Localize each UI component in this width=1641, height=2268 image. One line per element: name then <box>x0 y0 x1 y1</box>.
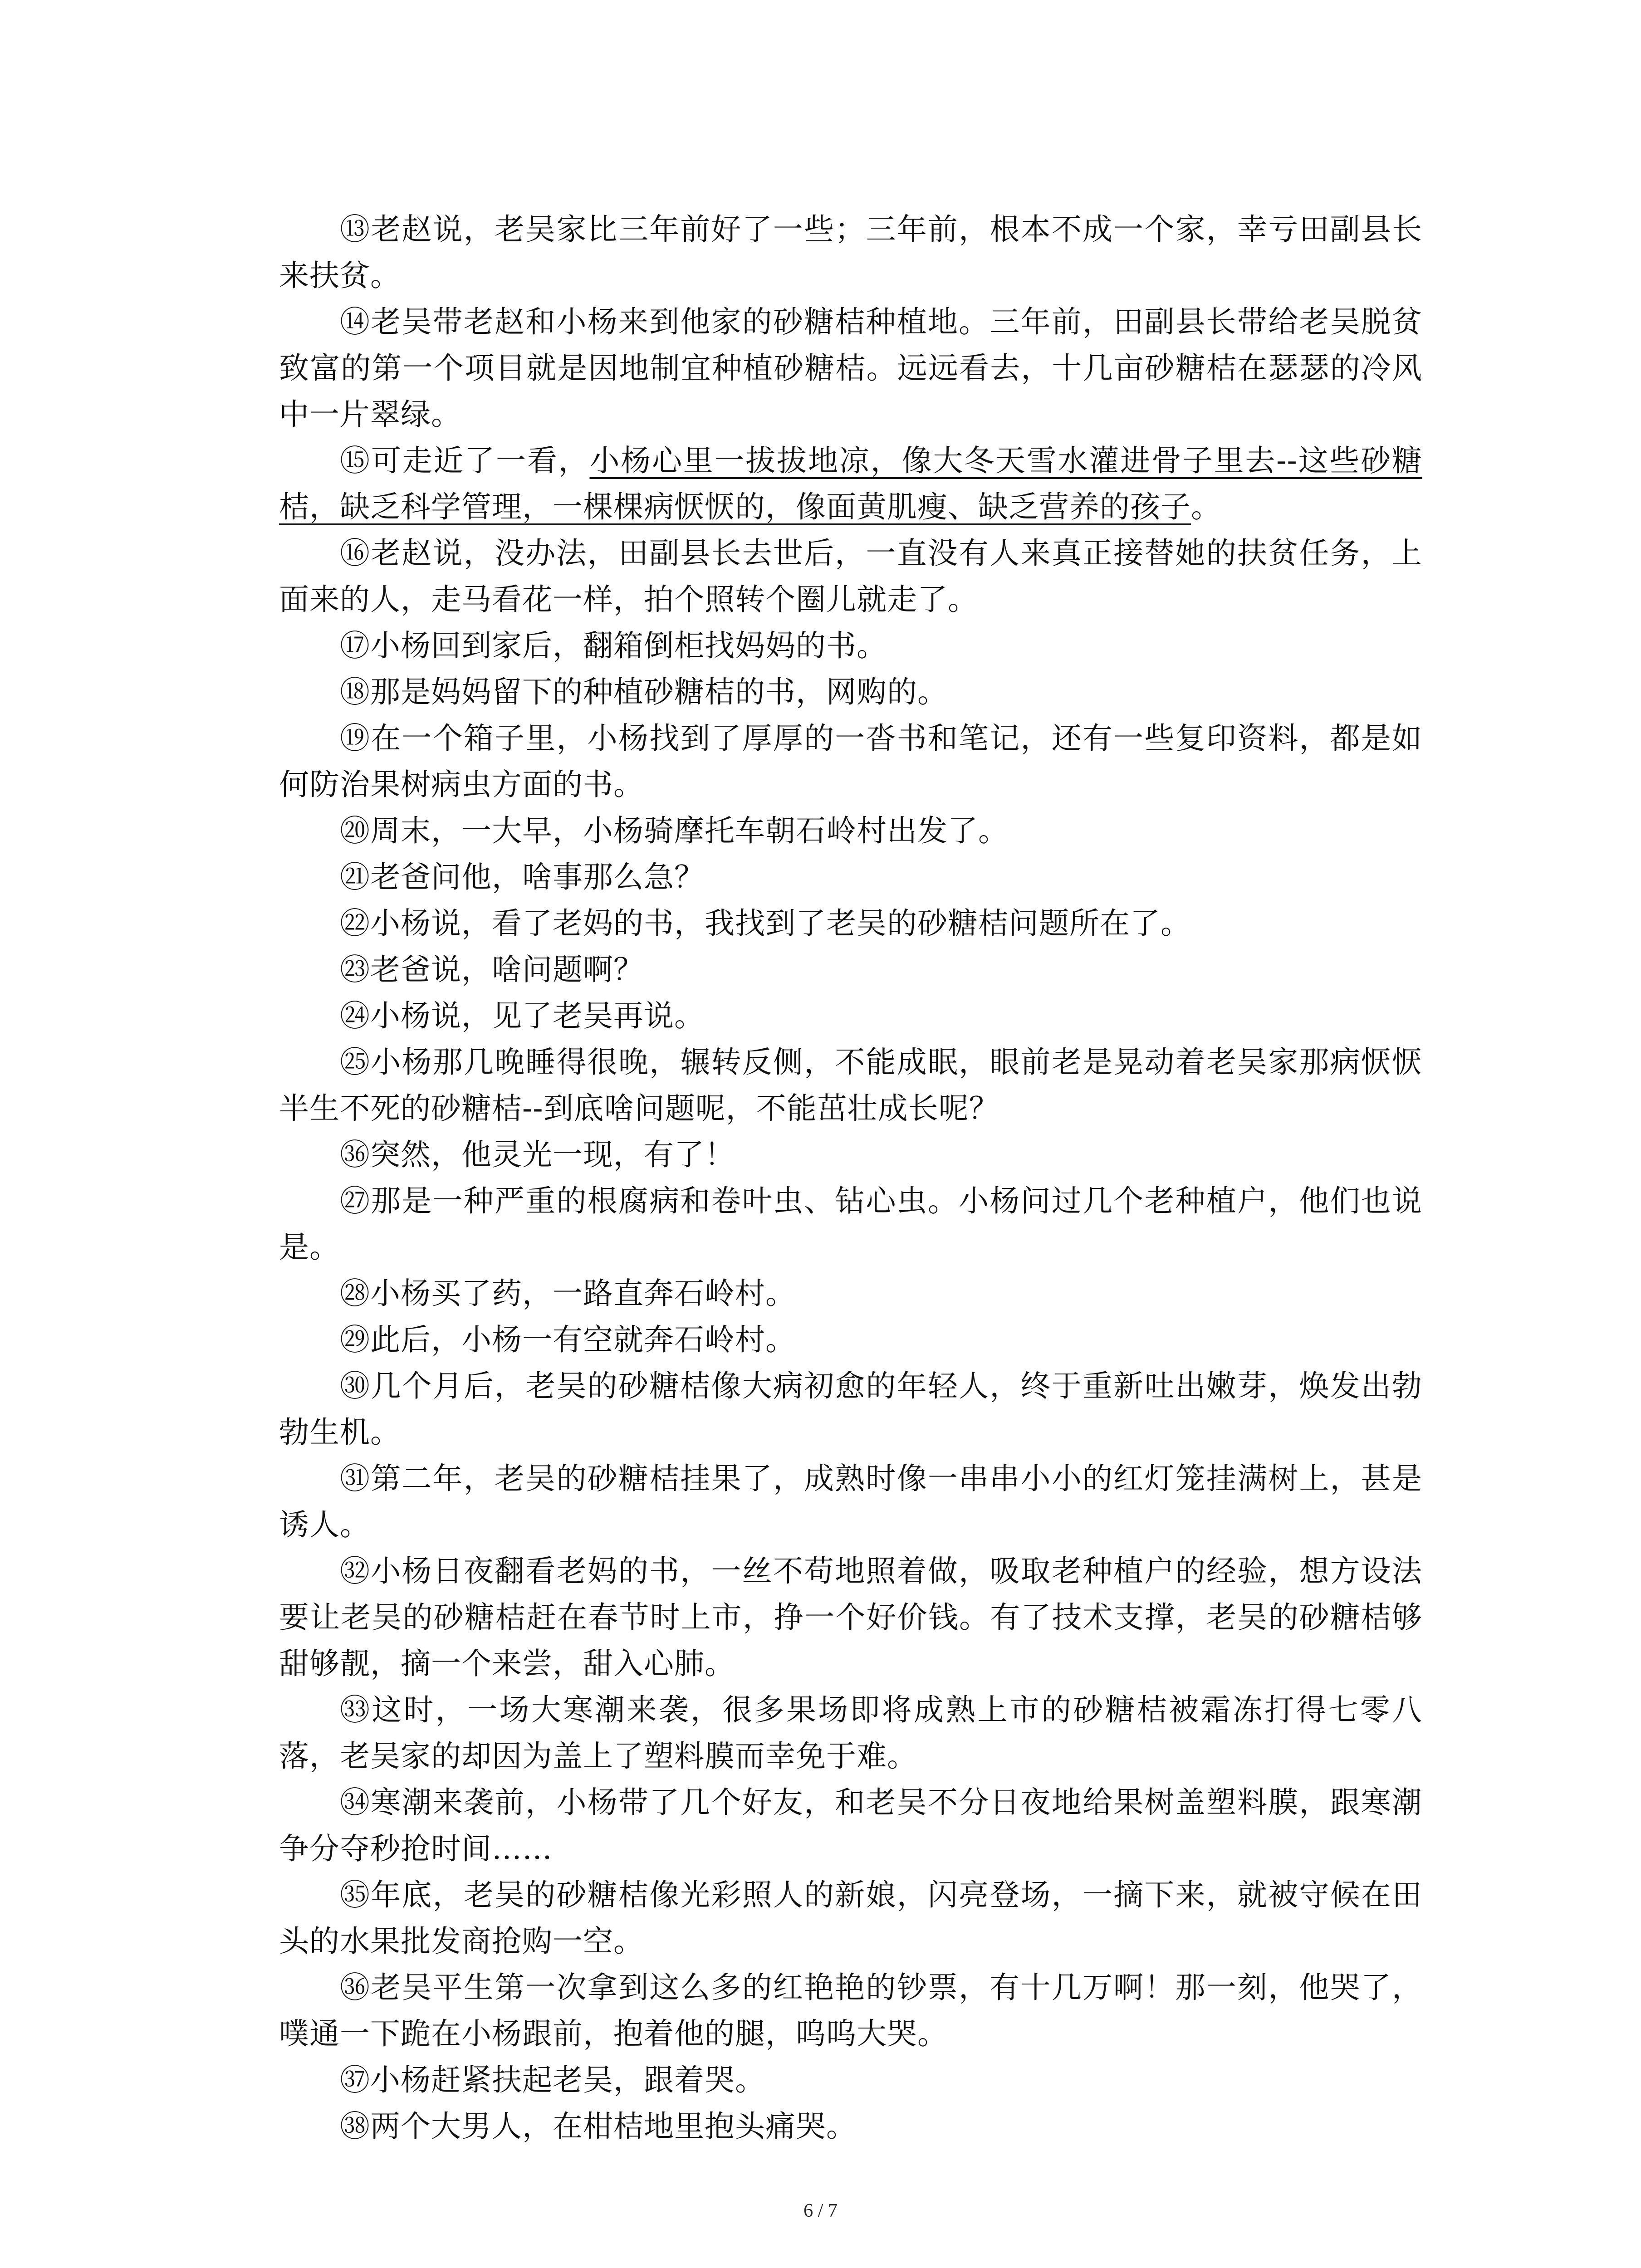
paragraph-38: ㊳两个大男人，在柑桔地里抱头痛哭。 <box>340 2109 857 2144</box>
paragraph-16: ⑯老赵说，没办法，田副县长去世后，一直没有人来真正接替她的扶贫任务，上面来的人，走马看花一样，拍个照转个圈儿就走了。 <box>279 536 1423 617</box>
paragraph-29: ㉙此后，小杨一有空就奔石岭村。 <box>340 1322 796 1357</box>
underlined-sentence: 小杨心里一拔拔地凉，像大冬天雪水灌进骨子里去--这些砂糖桔，缺乏科学管理，一棵棵病恹恹的，像面黄肌瘦、缺乏营养的孩子 <box>279 443 1422 524</box>
paragraph-13: ⑬老赵说，老吴家比三年前好了一些；三年前，根本不成一个家，幸亏田副县长来扶贫。 <box>279 212 1423 293</box>
paragraph-26: ㊱突然，他灵光一现，有了！ <box>340 1137 735 1172</box>
paragraph-14: ⑭老吴带老赵和小杨来到他家的砂糖桔种植地。三年前，田副县长带给老吴脱贫致富的第一个项目就是因地制宜种植砂糖桔。远远看去，十几亩砂糖桔在瑟瑟的冷风中一片翠绿。 <box>279 304 1423 432</box>
paragraph-20: ⑳周末，一大早，小杨骑摩托车朝石岭村出发了。 <box>340 813 1009 848</box>
paragraph-23: ㉓老爸说，啥问题啊？ <box>340 952 644 987</box>
paragraph-22: ㉒小杨说，看了老妈的书，我找到了老吴的砂糖桔问题所在了。 <box>340 906 1191 941</box>
paragraph-25: ㉕小杨那几晚睡得很晚，辗转反侧，不能成眠，眼前老是晃动着老吴家那病恹恹半生不死的砂糖桔--到底啥问题呢，不能茁壮成长呢？ <box>279 1045 1423 1126</box>
paragraph-18: ⑱那是妈妈留下的种植砂糖桔的书，网购的。 <box>340 675 948 709</box>
article-body <box>279 206 1422 2150</box>
paragraph-35: ㉟年底，老吴的砂糖桔像光彩照人的新娘，闪亮登场，一摘下来，就被守候在田头的水果批发商抢购一空。 <box>279 1877 1423 1959</box>
paragraph-37: ㊲小杨赶紧扶起老吴，跟着哭。 <box>340 2063 765 2097</box>
paragraph-24: ㉔小杨说，见了老吴再说。 <box>340 998 705 1033</box>
paragraph-28: ㉘小杨买了药，一路直奔石岭村。 <box>340 1276 796 1311</box>
paragraph-15: ⑮可走近了一看，小杨心里一拔拔地凉，像大冬天雪水灌进骨子里去--这些砂糖桔，缺乏科学管理，一棵棵病恹恹的，像面黄肌瘦、缺乏营养的孩子。 <box>279 443 1422 524</box>
paragraph-31: ㉛第二年，老吴的砂糖桔挂果了，成熟时像一串串小小的红灯笼挂满树上，甚是诱人。 <box>279 1461 1423 1542</box>
paragraph-17: ⑰小杨回到家后，翻箱倒柜找妈妈的书。 <box>340 628 887 663</box>
paragraph-19: ⑲在一个箱子里，小杨找到了厚厚的一沓书和笔记，还有一些复印资料，都是如何防治果树病虫方面的书。 <box>279 721 1423 802</box>
page-number: 6 / 7 <box>803 2200 838 2221</box>
paragraph-33: ㉝这时，一场大寒潮来袭，很多果场即将成熟上市的砂糖桔被霜冻打得七零八落，老吴家的却因为盖上了塑料膜而幸免于难。 <box>279 1692 1423 1774</box>
paragraph-34: ㉞寒潮来袭前，小杨带了几个好友，和老吴不分日夜地给果树盖塑料膜，跟寒潮争分夺秒抢时间…… <box>279 1785 1423 1866</box>
paragraph-30: ㉚几个月后，老吴的砂糖桔像大病初愈的年轻人，终于重新吐出嫩芽，焕发出勃勃生机。 <box>279 1369 1423 1450</box>
paragraph-27: ㉗那是一种严重的根腐病和卷叶虫、钻心虫。小杨问过几个老种植户，他们也说是。 <box>279 1183 1423 1265</box>
paragraph-36: ㊱老吴平生第一次拿到这么多的红艳艳的钞票，有十几万啊！那一刻，他哭了，噗通一下跪在小杨跟前，抱着他的腿，呜呜大哭。 <box>279 1970 1423 2051</box>
paragraph-21: ㉑老爸问他，啥事那么急？ <box>340 860 705 894</box>
paragraph-32: ㉜小杨日夜翻看老妈的书，一丝不苟地照着做，吸取老种植户的经验，想方设法要让老吴的砂糖桔赶在春节时上市，挣一个好价钱。有了技术支撑，老吴的砂糖桔够甜够靓，摘一个来尝，甜入心肺。 <box>279 1554 1423 1681</box>
